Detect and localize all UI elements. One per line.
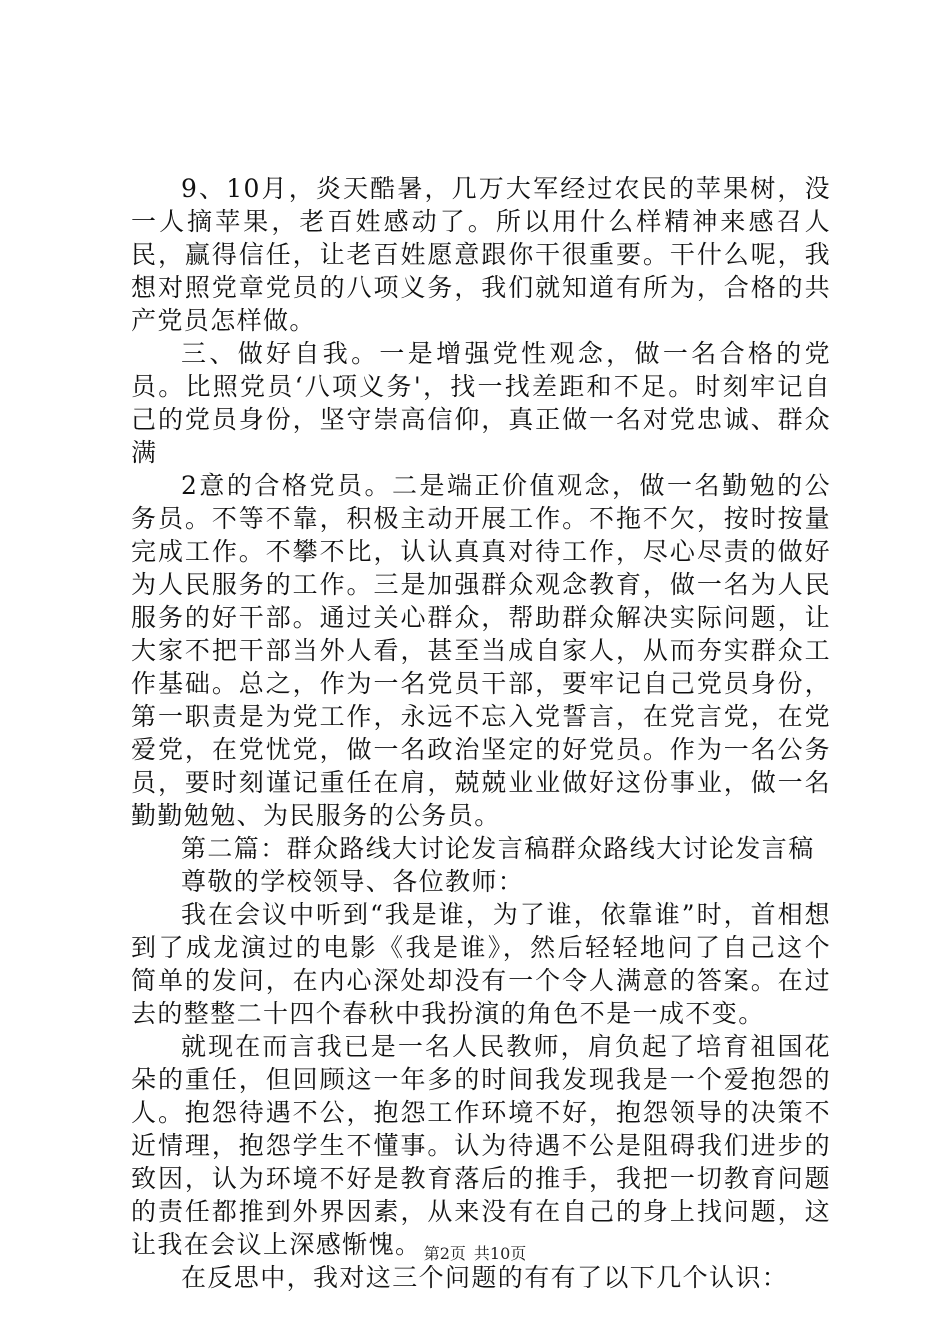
page-number-total: 共10页: [473, 1244, 527, 1263]
paragraph-who-am-i: 我在会议中听到“我是谁，为了谁，依靠谁”时，首相想到了成龙演过的电影《我是谁》，然后轻轻地问了自己这个简单的发问，在内心深处却没有一个令人满意的答案。在过去的整整二十四个春秋中我扮演的角色不是一成不变。: [131, 900, 831, 1028]
page-number-current: 第2页: [423, 1244, 466, 1263]
document-body: [131, 172, 831, 1294]
paragraph-teacher-complaints: 就现在而言我已是一名人民教师，肩负起了培育祖国花朵的重任，但回顾这一年多的时间我发现我是一个爱抱怨的人。抱怨待遇不公，抱怨工作环境不好，抱怨领导的决策不近情理，抱怨学生不懂事。认为待遇不公是阻碍我们进步的致因，认为环境不好是教育落后的推手，我把一切教育问题的责任都推到外界因素，从来没有在自己的身上找问题，这让我在会议上深感惭愧。: [131, 1032, 831, 1259]
paragraph-section-three: 三、做好自我。一是增强党性观念，做一名合格的党员。比照党员‘八项义务'，找一找差距和不足。时刻牢记自己的党员身份，坚守崇高信仰，真正做一名对党忠诚、群众满: [131, 339, 831, 467]
paragraph-salutation: 尊敬的学校领导、各位教师：: [181, 867, 525, 896]
paragraph-qualified-member: 2意的合格党员。二是端正价值观念，做一名勤勉的公务员。不等不靠，积极主动开展工作。不拖不欠，按时按量完成工作。不攀不比，认认真真对待工作，尽心尽责的做好为人民服务的工作。三是加强群众观念教育，做一名为人民服务的好干部。通过关心群众，帮助群众解决实际问题，让大家不把干部当外人看，甚至当成自家人，从而夯实群众工作基础。总之，作为一名党员干部，要牢记自己党员身份，第一职责是为党工作，永远不忘入党誓言，在党言党，在党爱党，在党忧党，做一名政治坚定的好党员。作为一名公务员，要时刻谨记重任在肩，兢兢业业做好这份事业，做一名勤勤勉勉、为民服务的公务员。: [131, 471, 831, 830]
paragraph-second-article-title: 第二篇：群众路线大讨论发言稿群众路线大讨论发言稿: [181, 834, 815, 863]
paragraph-apple-tree-story: 9、10月，炎天酷暑，几万大军经过农民的苹果树，没一人摘苹果，老百姓感动了。所以用什么样精神来感召人民，赢得信任，让老百姓愿意跟你干很重要。干什么呢，我想对照党章党员的八项义务，我们就知道有所为，合格的共产党员怎样做。: [131, 174, 831, 335]
paragraph-reflection: 在反思中，我对这三个问题的有有了以下几个认识：: [181, 1263, 789, 1292]
page-footer: [0, 1244, 950, 1264]
